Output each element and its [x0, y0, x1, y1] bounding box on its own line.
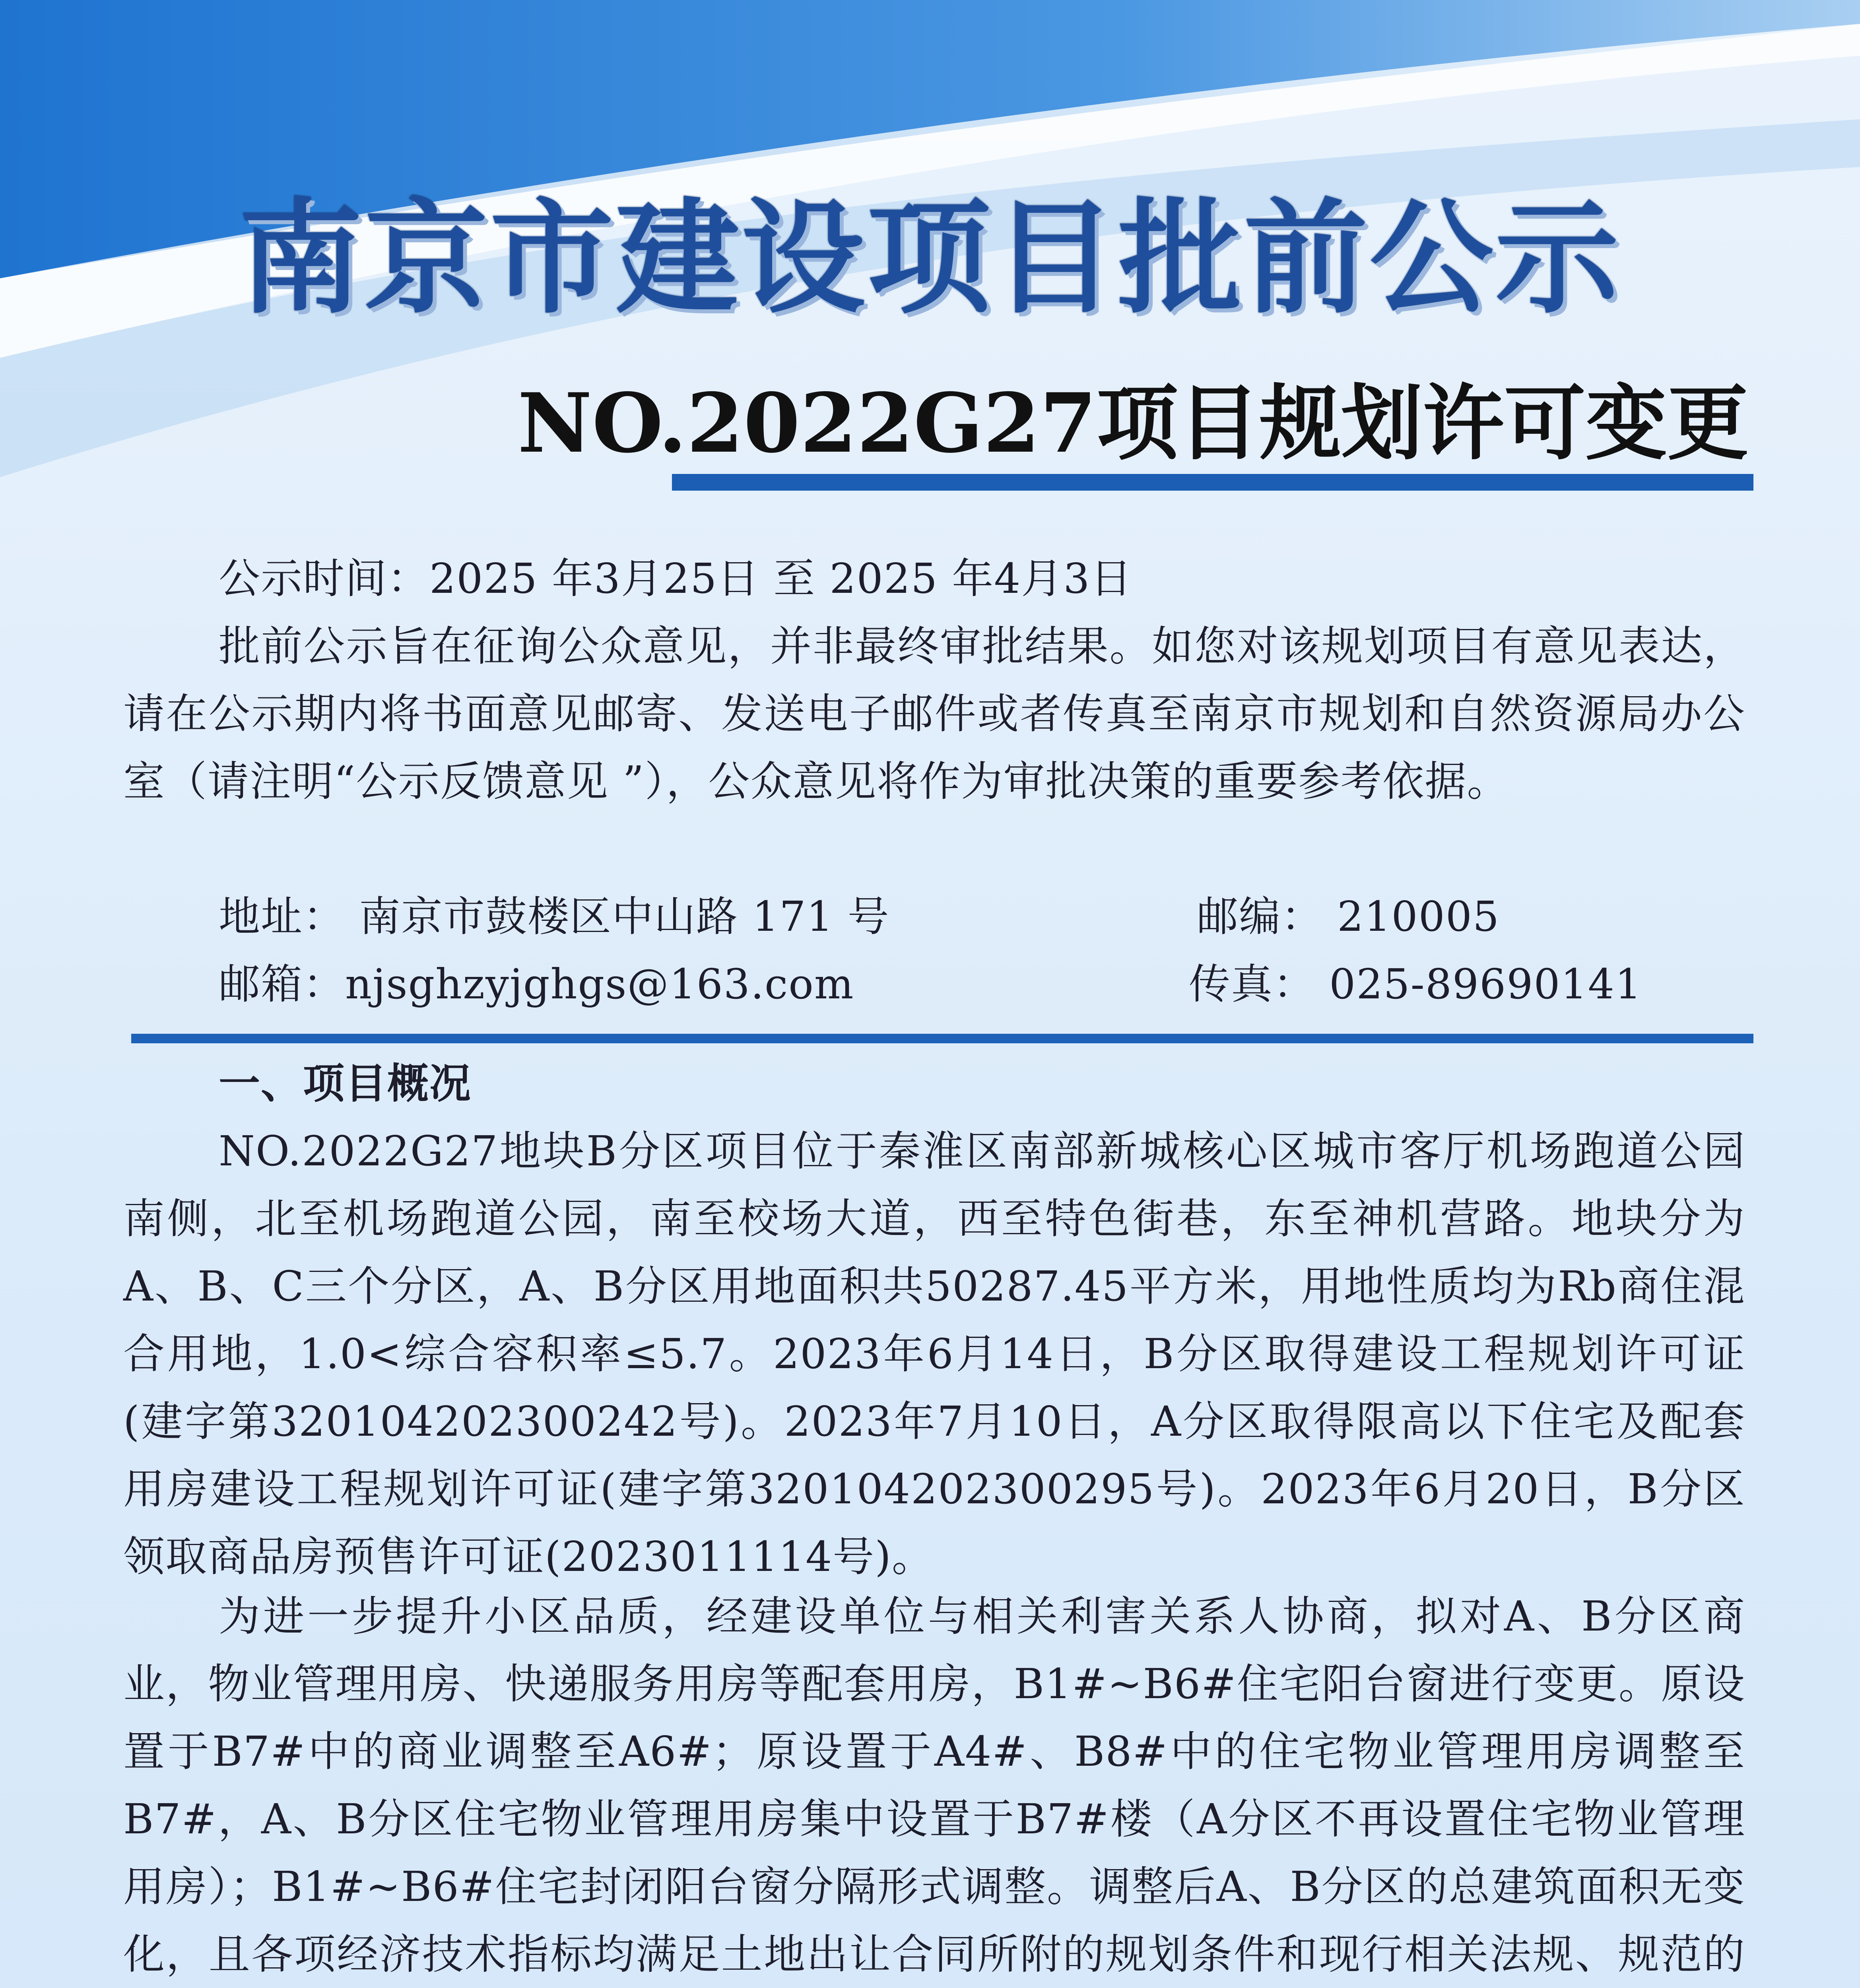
project-subtitle: NO.2022G27项目规划许可变更: [517, 376, 1749, 471]
title-underline: [672, 474, 1753, 491]
overview-paragraph: NO.2022G27地块B分区项目位于秦淮区南部新城核心区城市客厅机场跑道公园南侧，北至机场跑道公园，南至校场大道，西至特色街巷，东至神机营路。地块分为A、B、C三个分区，A、B分区用地面积共50287.45平方米，用地性质均为Rb商住混合用地，1.0<综合容积率≤5.7。2023年6月14日，B分区取得建设工程规划许可证(建字第320104202300242号)。2023年7月10日，A分区取得限高以下住宅及配套用房建设工程规划许可证(建字第320104202300295号)。2023年6月20日，B分区领取商品房预售许可证(2023011114号)。: [123, 1127, 1745, 1581]
notice-fax: 传真： 025-89690141: [1189, 960, 1643, 1008]
notice-email: 邮箱：njsghzyjghgs@163.com: [219, 960, 854, 1008]
section-heading: 一、项目概况: [219, 1059, 472, 1108]
page-title: 南京市建设项目批前公示: [239, 187, 1621, 330]
notice-period: 公示时间：2025 年3月25日 至 2025 年4月3日: [219, 554, 1133, 603]
notice-address: 地址： 南京市鼓楼区中山路 171 号: [219, 892, 890, 941]
notice-intro: 批前公示旨在征询公众意见，并非最终审批结果。如您对该规划项目有意见表达，请在公示期内将书面意见邮寄、发送电子邮件或者传真至南京市规划和自然资源局办公室（请注明“公示反馈意见 ”），公众意见将作为审批决策的重要参考依据。: [123, 622, 1745, 806]
change-paragraph: 为进一步提升小区品质，经建设单位与相关利害关系人协商，拟对A、B分区商业，物业管理用房、快递服务用房等配套用房，B1#~B6#住宅阳台窗进行变更。原设置于B7#中的商业调整至A6#；原设置于A4#、B8#中的住宅物业管理用房调整至B7#，A、B分区住宅物业管理用房集中设置于B7#楼（A分区不再设置住宅物业管理用房）；B1#~B6#住宅封闭阳台窗分隔形式调整。调整后A、B分区的总建筑面积无变化，且各项经济技术指标均满足土地出让合同所附的规划条件和现行相关法规、规范的: [123, 1592, 1745, 1978]
notice-postcode: 邮编： 210005: [1197, 892, 1500, 941]
section-divider: [131, 1034, 1753, 1043]
